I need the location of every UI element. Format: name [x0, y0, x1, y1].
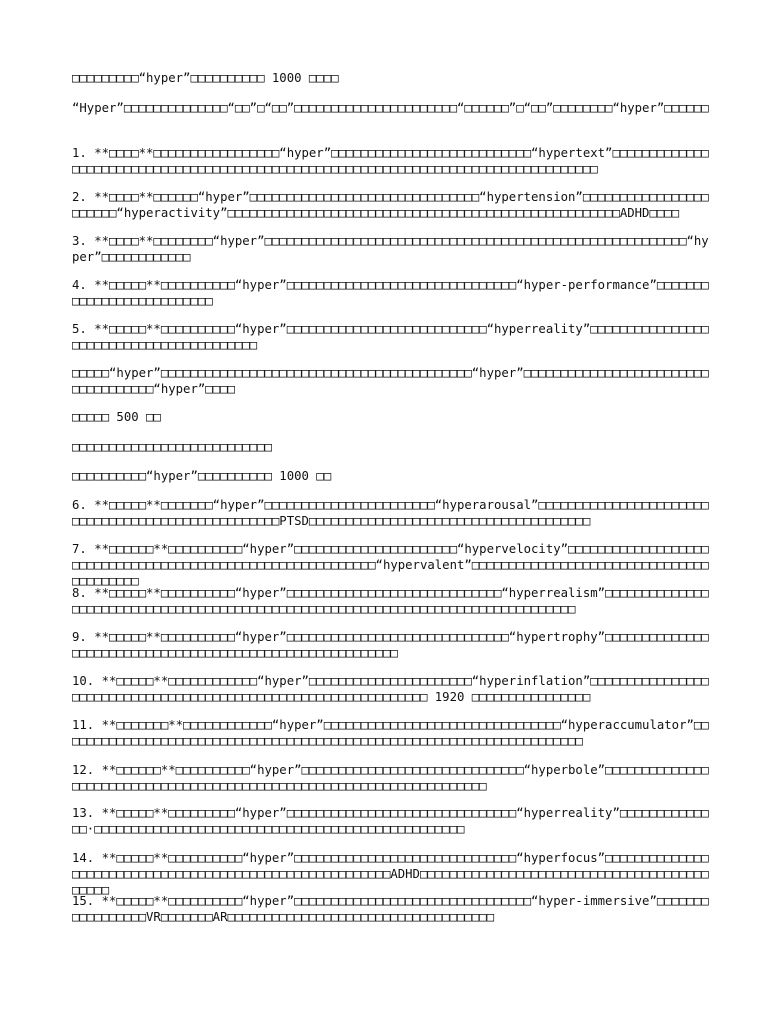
- list-item-12: 12. **□□□□□□**□□□□□□□□□□“hyper”□□□□□□□□□□□□□□□□□□□□□□□□□□□□□□“hyperbole”□□□□□□□□□□□□□□□□□□□□□□□□□□□□□□□□□□□□□□□□□□□□□□□□□□□□□□□□□□□□□□□□□□□□□□: [72, 763, 709, 793]
- request-line: □□□□□□□□□□“hyper”□□□□□□□□□□ 1000 □□: [72, 469, 332, 483]
- list-item-15: 15. **□□□□□**□□□□□□□□□□“hyper”□□□□□□□□□□□□□□□□□□□□□□□□□□□□□□□□“hyper-immersive”□□□□□□□□□□□□□□□□□VR□□□□□□□AR□□□□□□□□□□□□□□□□□□□□□□□□□□□□□□□□□□□□: [72, 894, 709, 924]
- list-item-9: 9. **□□□□□**□□□□□□□□□□“hyper”□□□□□□□□□□□□□□□□□□□□□□□□□□□□□□“hypertrophy”□□□□□□□□□□□□□□□□□□□□□□□□□□□□□□□□□□□□□□□□□□□□□□□□□□□□□□□□□□: [72, 630, 709, 660]
- list-item-1: 1. **□□□□**□□□□□□□□□□□□□□□□□“hyper”□□□□□□□□□□□□□□□□□□□□□□□□□□□“hypertext”□□□□□□□□□□□□□□□□□□□□□□□□□□□□□□□□□□□□□□□□□□□□□□□□□□□□□□□□□□□□□□□□□□□□□□□□□□□□□□□□□□□□: [72, 146, 709, 176]
- list-item-14: 14. **□□□□□**□□□□□□□□□□“hyper”□□□□□□□□□□□□□□□□□□□□□□□□□□□□□□“hyperfocus”□□□□□□□□□□□□□□□□□□□□□□□□□□□□□□□□□□□□□□□□□□□□□□□□□□□□□□□□□ADHD□□□□□□□□□□□□□□□□□□□□□□□□□□□□□□□□□□□□□□□□□□□□: [72, 851, 709, 897]
- list-item-4: 4. **□□□□□**□□□□□□□□□□“hyper”□□□□□□□□□□□□□□□□□□□□□□□□□□□□□□□“hyper-performance”□□□□□□□□□□□□□□□□□□□□□□□□□□: [72, 278, 709, 308]
- list-item-11: 11. **□□□□□□□**□□□□□□□□□□□□“hyper”□□□□□□□□□□□□□□□□□□□□□□□□□□□□□□□□“hyperaccumulator”□□□□□□□□□□□□□□□□□□□□□□□□□□□□□□□□□□□□□□□□□□□□□□□□□□□□□□□□□□□□□□□□□□□□□□□: [72, 718, 709, 748]
- list-item-10: 10. **□□□□□**□□□□□□□□□□□□“hyper”□□□□□□□□□□□□□□□□□□□□□□“hyperinflation”□□□□□□□□□□□□□□□□□□□□□□□□□□□□□□□□□□□□□□□□□□□□□□□□□□□□□□□□□□□□□□□□ 1920 □□□□□□□□□□□□□□□□: [72, 674, 709, 704]
- list-item-3: 3. **□□□□**□□□□□□□□“hyper”□□□□□□□□□□□□□□□□□□□□□□□□□□□□□□□□□□□□□□□□□□□□□□□□□□□□□□□□□“hyper”□□□□□□□□□□□□: [72, 234, 709, 264]
- list-item-13: 13. **□□□□□**□□□□□□□□□“hyper”□□□□□□□□□□□□□□□□□□□□□□□□□□□□□□□“hyperreality”□□□□□□□□□□□□□□·□□□□□□□□□□□□□□□□□□□□□□□□□□□□□□□□□□□□□□□□□□□□□□□□□□: [72, 806, 709, 836]
- count-line: □□□□□ 500 □□: [72, 410, 161, 424]
- list-item-8: 8. **□□□□□**□□□□□□□□□□“hyper”□□□□□□□□□□□□□□□□□□□□□□□□□□□□□“hyperrealism”□□□□□□□□□□□□□□□□□□□□□□□□□□□□□□□□□□□□□□□□□□□□□□□□□□□□□□□□□□□□□□□□□□□□□□□□□□□□□□□□□□: [72, 586, 709, 616]
- intro-paragraph: “Hyper”□□□□□□□□□□□□□□“□□”□“□□”□□□□□□□□□□□□□□□□□□□□□□“□□□□□□”□“□□”□□□□□□□□“hyper”□□□□□□: [72, 101, 709, 115]
- list-item-5: 5. **□□□□□**□□□□□□□□□□“hyper”□□□□□□□□□□□□□□□□□□□□□□□□□□□“hyperreality”□□□□□□□□□□□□□□□□□□□□□□□□□□□□□□□□□□□□□□□□□: [72, 322, 709, 352]
- intro-line: □□□□□□□□□“hyper”□□□□□□□□□□ 1000 □□□□: [72, 71, 339, 85]
- summary-paragraph: □□□□□“hyper”□□□□□□□□□□□□□□□□□□□□□□□□□□□□□□□□□□□□□□□□□□“hyper”□□□□□□□□□□□□□□□□□□□□□□□□□□□□□□□□□□□□“hyper”□□□□: [72, 366, 709, 396]
- list-item-7: 7. **□□□□□□**□□□□□□□□□□“hyper”□□□□□□□□□□□□□□□□□□□□□□“hypervelocity”□□□□□□□□□□□□□□□□□□□□□□□□□□□□□□□□□□□□□□□□□□□□□□□□□□□□□□□□□□□□“hypervalent”□□□□□□□□□□□□□□□□□□□□□□□□□□□□□□□□□□□□□□□□□: [72, 542, 709, 588]
- list-item-2: 2. **□□□□**□□□□□□“hyper”□□□□□□□□□□□□□□□□□□□□□□□□□□□□□□□“hypertension”□□□□□□□□□□□□□□□□□□□□□□□“hyperactivity”□□□□□□□□□□□□□□□□□□□□□□□□□□□□□□□□□□□□□□□□□□□□□□□□□□□□□ADHD□□□□: [72, 190, 709, 220]
- continue-line: □□□□□□□□□□□□□□□□□□□□□□□□□□□: [72, 440, 272, 454]
- list-item-6: 6. **□□□□□**□□□□□□□“hyper”□□□□□□□□□□□□□□□□□□□□□□□“hyperarousal”□□□□□□□□□□□□□□□□□□□□□□□□□□□□□□□□□□□□□□□□□□□□□□□□□□□PTSD□□□□□□□□□□□□□□□□□□□□□□□□□□□□□□□□□□□□□□: [72, 498, 709, 528]
